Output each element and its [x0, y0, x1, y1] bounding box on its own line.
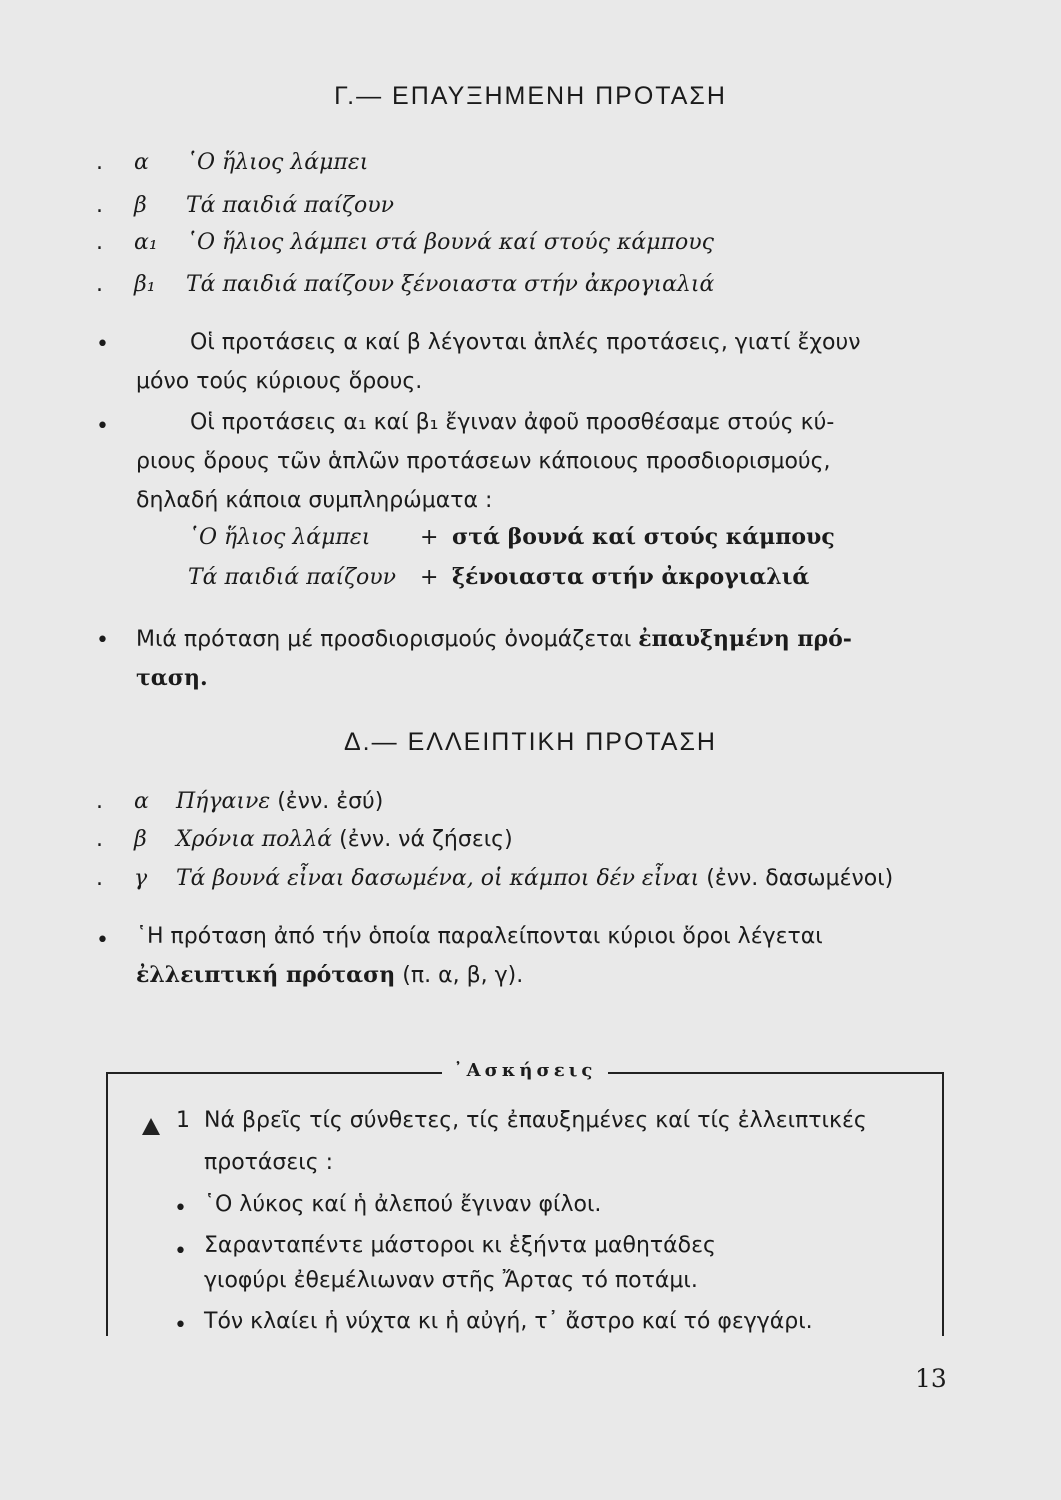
task-number: 1	[176, 1108, 190, 1133]
paragraph-line: ῾Η πρόταση ἀπό τήν ὁποία παραλείπονται κύριοι ὅροι λέγεται	[136, 924, 823, 949]
page-number: 13	[915, 1364, 947, 1393]
bullet: •	[96, 628, 109, 653]
plus-sign: +	[420, 525, 439, 550]
textbook-page: Γ.— ΕΠΑΥΞΗΜΕΝΗ ΠΡΟΤΑΣΗ . α ῾Ο ἥλιος λάμπει . β Τά παιδιά παίζουν . α₁ ῾Ο ἥλιος λάμπει στά βουνά καί στούς κάμπους . β₁ Τά παιδιά παίζουν ξένοιαστα στήν ἀκρογιαλιά • Οἱ προτάσεις α καί β λέγονται ἁπλές προτάσεις, γιατί ἔχουν μόνο τούς κύριους ὅρους. • Οἱ προτάσεις α₁ καί β₁ ἔγιναν ἀφοῦ προσθέσαμε στούς κύ- ριους ὅρους τῶν ἁπλῶν προτάσεων κάποιους προσδιορισμούς, δηλαδή κάποια συμπληρώματα : ῾Ο ἥλιος λάμπει + στά βουνά καί στούς κάμπους Τά παιδιά παίζουν + ξένοιαστα στήν ἀκρογιαλιά • Μιά πρόταση μέ προσδιορισμούς ὀνομάζεται ἐπαυξημένη πρό- ταση. Δ.— ΕΛΛΕΙΠΤΙΚΗ ΠΡΟΤΑΣΗ . α Πήγαινε (ἐνν. ἐσύ) . β Χρόνια πολλά (ἐνν. νά ζήσεις) . γ Τά βουνά εἶναι δασωμένα, οἱ κάμποι δέν εἶναι (ἐνν. δασωμένοι) • ῾Η πρόταση ἀπό τήν ὁποία παραλείπονται κύριοι ὅροι λέγεται ἐλλειπτική πρόταση (π. α, β, γ). ᾿Ασκήσεις 1 Νά βρεῖς τίς σύνθετες, τίς ἐπαυξημένες καί τίς ἐλλειπτικές προτάσεις : • ῾Ο λύκος καί ἡ ἀλεπού ἔγιναν φίλοι. • Σαρανταπέντε μάστοροι κι ἑξήντα μαθητάδες γιοφύρι ἐθεμέλιωναν στῆς Ἄρτας τό ποτάμι. • Τόν κλαίει ἡ νύχτα κι ἡ αὐγή, τ᾿ ἄστρο καί τό φεγγάρι. 13	[0, 0, 1061, 1500]
base-sentence: Τά παιδιά παίζουν	[188, 565, 397, 590]
example-text: Χρόνια πολλά (ἐνν. νά ζήσεις)	[176, 827, 513, 852]
paragraph-line: ριους ὅρους τῶν ἁπλῶν προτάσεων κάποιους προσδιορισμούς,	[136, 449, 831, 474]
example-label: β₁	[134, 272, 156, 297]
complement-row	[188, 524, 835, 550]
plus-sign: +	[420, 565, 439, 590]
task-instruction: Νά βρεῖς τίς σύνθετες, τίς ἐπαυξημένες καί τίς ἐλλειπτικές	[204, 1108, 867, 1133]
paragraph-line: Οἱ προτάσεις α καί β λέγονται ἁπλές προτάσεις, γιατί ἔχουν	[190, 330, 861, 355]
bullet: •	[174, 1313, 187, 1338]
example-text: ῾Ο ἥλιος λάμπει	[186, 150, 369, 175]
bullet: •	[96, 928, 109, 953]
example-label: α₁	[134, 230, 158, 255]
triangle-icon	[142, 1118, 160, 1135]
example-label: β	[134, 193, 147, 218]
bullet: •	[96, 332, 109, 357]
base-sentence: ῾Ο ἥλιος λάμπει	[188, 525, 371, 550]
example-label: β	[134, 827, 147, 852]
example-label: α	[134, 789, 149, 814]
paragraph-definition-elliptical	[136, 917, 936, 995]
section-g-title: Γ.— ΕΠΑΥΞΗΜΕΝΗ ΠΡΟΤΑΣΗ	[334, 82, 727, 110]
complement-text: στά βουνά καί στούς κάμπους	[452, 524, 835, 550]
task-instruction: προτάσεις :	[204, 1150, 334, 1175]
exercise-item: γιοφύρι ἐθεμέλιωναν στῆς Ἄρτας τό ποτάμι.	[204, 1268, 698, 1293]
example-text: Τά βουνά εἶναι δασωμένα, οἱ κάμποι δέν εἶναι (ἐνν. δασωμένοι)	[176, 866, 894, 891]
exercises-title: ᾿Ασκήσεις	[442, 1060, 609, 1081]
section-d-title: Δ.— ΕΛΛΕΙΠΤΙΚΗ ΠΡΟΤΑΣΗ	[343, 728, 717, 756]
exercise-item: ῾Ο λύκος καί ἡ ἀλεπού ἔγιναν φίλοι.	[204, 1192, 602, 1217]
paragraph-simple-sentences	[136, 323, 936, 401]
bullet: •	[174, 1196, 187, 1221]
definition-term: ταση.	[136, 665, 208, 691]
paragraph-extended-sentences	[136, 403, 936, 520]
complement-row	[188, 564, 809, 590]
complement-text: ξένοιαστα στήν ἀκρογιαλιά	[452, 564, 810, 590]
definition-term: ἐλλειπτική πρόταση	[136, 962, 396, 988]
bullet: •	[174, 1239, 187, 1264]
paragraph-line: μόνο τούς κύριους ὅρους.	[136, 369, 423, 394]
definition-text: (π. α, β, γ).	[402, 963, 524, 988]
example-text: Τά παιδιά παίζουν ξένοιαστα στήν ἀκρογιαλιά	[186, 272, 715, 297]
exercise-item: Σαρανταπέντε μάστοροι κι ἑξήντα μαθητάδες	[204, 1233, 716, 1258]
example-label: γ	[134, 866, 148, 891]
definition-term: ἐπαυξημένη πρό-	[638, 626, 852, 652]
example-text: Πήγαινε (ἐνν. ἐσύ)	[176, 789, 384, 814]
bullet: •	[96, 414, 109, 439]
exercise-item: Τόν κλαίει ἡ νύχτα κι ἡ αὐγή, τ᾿ ἄστρο καί τό φεγγάρι.	[204, 1309, 813, 1334]
paragraph-definition-extended	[136, 620, 936, 698]
paragraph-line: Οἱ προτάσεις α₁ καί β₁ ἔγιναν ἀφοῦ προσθέσαμε στούς κύ-	[190, 410, 835, 435]
definition-text: Μιά πρόταση μέ προσδιορισμούς ὀνομάζεται	[136, 627, 632, 652]
example-text: Τά παιδιά παίζουν	[186, 193, 395, 218]
example-label: α	[134, 150, 149, 175]
example-text: ῾Ο ἥλιος λάμπει στά βουνά καί στούς κάμπους	[186, 230, 714, 255]
paragraph-line: δηλαδή κάποια συμπληρώματα :	[136, 488, 493, 513]
